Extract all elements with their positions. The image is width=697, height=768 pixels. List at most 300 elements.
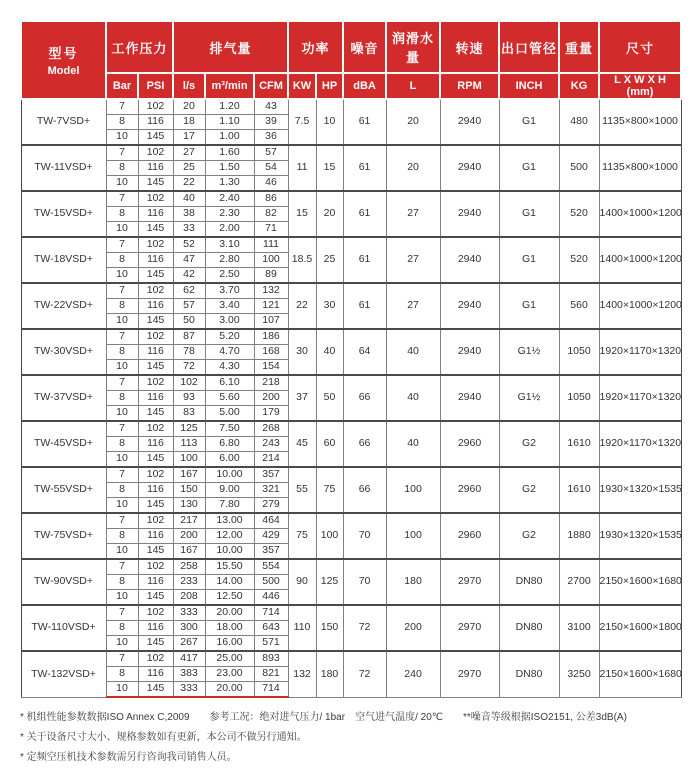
cell-inch: G1½ (499, 329, 559, 375)
cell-kg: 560 (559, 283, 599, 329)
cell-m3min: 2.00 (205, 222, 254, 238)
cell-cfm: 321 (254, 483, 288, 498)
cell-hp: 125 (316, 559, 343, 605)
table-row (21, 283, 681, 299)
cell-cfm: 429 (254, 529, 288, 544)
cell-cfm: 464 (254, 513, 288, 529)
cell-inch: G1 (499, 145, 559, 191)
cell-ls: 42 (173, 268, 205, 284)
cell-kw: 55 (288, 467, 316, 513)
cell-dim: 1930×1320×1535 (599, 467, 681, 513)
cell-cfm: 107 (254, 314, 288, 330)
cell-psi: 145 (138, 406, 173, 422)
cell-ls: 50 (173, 314, 205, 330)
cell-ls: 78 (173, 345, 205, 360)
cell-m3min: 20.00 (205, 605, 254, 621)
cell-bar: 10 (106, 590, 138, 606)
cell-bar: 10 (106, 268, 138, 284)
cell-cfm: 111 (254, 237, 288, 253)
cell-rpm: 2940 (440, 375, 499, 421)
cell-psi: 145 (138, 360, 173, 376)
cell-cfm: 71 (254, 222, 288, 238)
cell-psi: 116 (138, 667, 173, 682)
cell-kw: 30 (288, 329, 316, 375)
header-col-3: m³/min (205, 73, 254, 99)
cell-cfm: 200 (254, 391, 288, 406)
cell-rpm: 2970 (440, 651, 499, 697)
header-group-0: 工作压力 (106, 21, 173, 73)
cell-inch: G1 (499, 237, 559, 283)
header-col-4: CFM (254, 73, 288, 99)
cell-bar: 7 (106, 421, 138, 437)
cell-m3min: 25.00 (205, 651, 254, 667)
cell-cfm: 821 (254, 667, 288, 682)
cell-dim: 1135×800×1000 (599, 99, 681, 145)
cell-bar: 8 (106, 391, 138, 406)
cell-cfm: 446 (254, 590, 288, 606)
cell-kg: 500 (559, 145, 599, 191)
cell-bar: 10 (106, 452, 138, 468)
cell-ls: 217 (173, 513, 205, 529)
cell-rpm: 2940 (440, 145, 499, 191)
table-row (21, 237, 681, 253)
cell-dba: 70 (343, 559, 386, 605)
cell-dba: 61 (343, 237, 386, 283)
cell-m3min: 10.00 (205, 467, 254, 483)
cell-dim: 1920×1170×1320 (599, 375, 681, 421)
cell-bar: 10 (106, 682, 138, 698)
header-group-7: 重量 (559, 21, 599, 73)
table-row (21, 329, 681, 345)
cell-psi: 102 (138, 237, 173, 253)
cell-cfm: 82 (254, 207, 288, 222)
cell-dba: 66 (343, 467, 386, 513)
cell-bar: 10 (106, 222, 138, 238)
cell-psi: 102 (138, 421, 173, 437)
cell-ls: 267 (173, 636, 205, 652)
cell-psi: 102 (138, 283, 173, 299)
cell-bar: 10 (106, 498, 138, 514)
cell-m3min: 5.60 (205, 391, 254, 406)
cell-m3min: 3.40 (205, 299, 254, 314)
cell-cfm: 54 (254, 161, 288, 176)
cell-m3min: 6.00 (205, 452, 254, 468)
cell-ls: 18 (173, 115, 205, 130)
cell-rpm: 2940 (440, 283, 499, 329)
cell-ls: 333 (173, 682, 205, 698)
header-model (21, 21, 106, 99)
cell-ls: 125 (173, 421, 205, 437)
cell-psi: 116 (138, 483, 173, 498)
cell-bar: 10 (106, 360, 138, 376)
cell-dim: 1400×1000×1200 (599, 283, 681, 329)
header-col-12: L X W X H (mm) (599, 73, 681, 99)
cell-cfm: 86 (254, 191, 288, 207)
cell-ls: 200 (173, 529, 205, 544)
cell-rpm: 2960 (440, 421, 499, 467)
header-col-10: INCH (499, 73, 559, 99)
cell-model: TW-30VSD+ (21, 329, 106, 375)
cell-psi: 116 (138, 207, 173, 222)
cell-kw: 11 (288, 145, 316, 191)
cell-m3min: 9.00 (205, 483, 254, 498)
header-col-0: Bar (106, 73, 138, 99)
cell-l: 40 (386, 375, 440, 421)
cell-bar: 10 (106, 176, 138, 192)
cell-ls: 113 (173, 437, 205, 452)
header-col-8: L (386, 73, 440, 99)
cell-psi: 116 (138, 161, 173, 176)
cell-dim: 1400×1000×1200 (599, 237, 681, 283)
cell-l: 200 (386, 605, 440, 651)
cell-ls: 208 (173, 590, 205, 606)
cell-ls: 167 (173, 544, 205, 560)
cell-ls: 57 (173, 299, 205, 314)
cell-rpm: 2960 (440, 467, 499, 513)
cell-ls: 62 (173, 283, 205, 299)
cell-kw: 15 (288, 191, 316, 237)
table-row (21, 467, 681, 483)
cell-m3min: 18.00 (205, 621, 254, 636)
cell-cfm: 279 (254, 498, 288, 514)
cell-psi: 102 (138, 329, 173, 345)
cell-dba: 70 (343, 513, 386, 559)
cell-ls: 72 (173, 360, 205, 376)
header-col-7: dBA (343, 73, 386, 99)
cell-cfm: 154 (254, 360, 288, 376)
cell-bar: 8 (106, 161, 138, 176)
cell-bar: 7 (106, 375, 138, 391)
cell-l: 100 (386, 467, 440, 513)
cell-bar: 7 (106, 283, 138, 299)
cell-model: TW-11VSD+ (21, 145, 106, 191)
cell-m3min: 2.80 (205, 253, 254, 268)
cell-kg: 1880 (559, 513, 599, 559)
header-col-2: l/s (173, 73, 205, 99)
cell-psi: 116 (138, 299, 173, 314)
cell-m3min: 20.00 (205, 682, 254, 698)
cell-l: 20 (386, 145, 440, 191)
cell-hp: 75 (316, 467, 343, 513)
cell-m3min: 23.00 (205, 667, 254, 682)
cell-kg: 2700 (559, 559, 599, 605)
table-row (21, 651, 681, 667)
cell-m3min: 12.50 (205, 590, 254, 606)
cell-hp: 30 (316, 283, 343, 329)
cell-m3min: 1.50 (205, 161, 254, 176)
cell-ls: 233 (173, 575, 205, 590)
cell-dim: 1920×1170×1320 (599, 329, 681, 375)
cell-m3min: 1.10 (205, 115, 254, 130)
cell-l: 180 (386, 559, 440, 605)
cell-psi: 145 (138, 636, 173, 652)
cell-model: TW-75VSD+ (21, 513, 106, 559)
cell-cfm: 268 (254, 421, 288, 437)
cell-psi: 116 (138, 575, 173, 590)
cell-cfm: 186 (254, 329, 288, 345)
cell-dim: 1400×1000×1200 (599, 191, 681, 237)
cell-m3min: 4.70 (205, 345, 254, 360)
cell-cfm: 43 (254, 99, 288, 115)
cell-inch: G2 (499, 467, 559, 513)
cell-bar: 8 (106, 253, 138, 268)
cell-m3min: 6.80 (205, 437, 254, 452)
cell-bar: 8 (106, 437, 138, 452)
cell-psi: 116 (138, 253, 173, 268)
cell-m3min: 10.00 (205, 544, 254, 560)
cell-ls: 93 (173, 391, 205, 406)
header-group-6: 出口管径 (499, 21, 559, 73)
cell-psi: 145 (138, 590, 173, 606)
cell-l: 27 (386, 191, 440, 237)
cell-m3min: 15.50 (205, 559, 254, 575)
cell-model: TW-22VSD+ (21, 283, 106, 329)
cell-bar: 10 (106, 314, 138, 330)
cell-rpm: 2940 (440, 99, 499, 145)
header-col-9: RPM (440, 73, 499, 99)
cell-kg: 1610 (559, 467, 599, 513)
cell-psi: 116 (138, 621, 173, 636)
cell-ls: 22 (173, 176, 205, 192)
cell-dim: 2150×1600×1680 (599, 559, 681, 605)
cell-cfm: 57 (254, 145, 288, 161)
cell-bar: 10 (106, 406, 138, 422)
cell-m3min: 14.00 (205, 575, 254, 590)
cell-psi: 145 (138, 314, 173, 330)
cell-ls: 52 (173, 237, 205, 253)
cell-psi: 102 (138, 651, 173, 667)
cell-cfm: 893 (254, 651, 288, 667)
cell-psi: 116 (138, 345, 173, 360)
cell-model: TW-45VSD+ (21, 421, 106, 467)
cell-m3min: 5.20 (205, 329, 254, 345)
cell-dba: 61 (343, 191, 386, 237)
cell-ls: 87 (173, 329, 205, 345)
cell-rpm: 2970 (440, 605, 499, 651)
cell-m3min: 7.50 (205, 421, 254, 437)
cell-cfm: 243 (254, 437, 288, 452)
cell-kw: 18.5 (288, 237, 316, 283)
cell-dba: 61 (343, 145, 386, 191)
cell-bar: 7 (106, 99, 138, 115)
cell-dim: 1135×800×1000 (599, 145, 681, 191)
cell-ls: 38 (173, 207, 205, 222)
cell-hp: 180 (316, 651, 343, 697)
cell-dim: 2150×1600×1800 (599, 605, 681, 651)
cell-cfm: 46 (254, 176, 288, 192)
cell-cfm: 89 (254, 268, 288, 284)
cell-m3min: 1.00 (205, 130, 254, 146)
cell-kw: 132 (288, 651, 316, 697)
cell-psi: 102 (138, 191, 173, 207)
cell-cfm: 218 (254, 375, 288, 391)
cell-m3min: 5.00 (205, 406, 254, 422)
cell-kw: 45 (288, 421, 316, 467)
header-model-zh: 型号 (48, 46, 79, 61)
cell-hp: 10 (316, 99, 343, 145)
header-col-1: PSI (138, 73, 173, 99)
cell-dba: 72 (343, 605, 386, 651)
cell-hp: 40 (316, 329, 343, 375)
cell-m3min: 1.60 (205, 145, 254, 161)
cell-inch: G1 (499, 191, 559, 237)
cell-inch: DN80 (499, 651, 559, 697)
cell-hp: 25 (316, 237, 343, 283)
cell-psi: 102 (138, 605, 173, 621)
cell-cfm: 39 (254, 115, 288, 130)
cell-cfm: 571 (254, 636, 288, 652)
table-row (21, 145, 681, 161)
cell-model: TW-110VSD+ (21, 605, 106, 651)
cell-cfm: 214 (254, 452, 288, 468)
cell-model: TW-37VSD+ (21, 375, 106, 421)
cell-kg: 520 (559, 237, 599, 283)
cell-kg: 480 (559, 99, 599, 145)
cell-psi: 145 (138, 452, 173, 468)
cell-bar: 8 (106, 667, 138, 682)
cell-psi: 145 (138, 130, 173, 146)
cell-m3min: 3.00 (205, 314, 254, 330)
cell-kg: 3100 (559, 605, 599, 651)
cell-psi: 145 (138, 498, 173, 514)
cell-bar: 8 (106, 529, 138, 544)
cell-bar: 7 (106, 191, 138, 207)
cell-bar: 8 (106, 207, 138, 222)
cell-hp: 20 (316, 191, 343, 237)
cell-m3min: 13.00 (205, 513, 254, 529)
cell-psi: 116 (138, 115, 173, 130)
header-col-6: HP (316, 73, 343, 99)
cell-bar: 7 (106, 329, 138, 345)
header-col-5: KW (288, 73, 316, 99)
cell-kg: 520 (559, 191, 599, 237)
header-group-4: 润滑水量 (386, 21, 440, 73)
cell-kg: 1050 (559, 375, 599, 421)
table-row (21, 375, 681, 391)
cell-hp: 50 (316, 375, 343, 421)
cell-ls: 130 (173, 498, 205, 514)
cell-dim: 1930×1320×1535 (599, 513, 681, 559)
header-group-5: 转速 (440, 21, 499, 73)
cell-m3min: 1.30 (205, 176, 254, 192)
cell-l: 20 (386, 99, 440, 145)
cell-inch: G1 (499, 99, 559, 145)
cell-dba: 64 (343, 329, 386, 375)
table-row (21, 191, 681, 207)
cell-psi: 145 (138, 268, 173, 284)
cell-cfm: 643 (254, 621, 288, 636)
cell-model: TW-132VSD+ (21, 651, 106, 697)
cell-bar: 10 (106, 544, 138, 560)
cell-inch: G2 (499, 513, 559, 559)
cell-kw: 90 (288, 559, 316, 605)
cell-kg: 1610 (559, 421, 599, 467)
cell-psi: 116 (138, 391, 173, 406)
footnote-1: * 机组性能参数数据ISO Annex C,2009 参考工况：绝对进气压力/ 1bar 空气进气温度/ 20℃ **噪音等级根据ISO2151, 公差3dB(A) (20, 712, 627, 723)
cell-psi: 145 (138, 222, 173, 238)
cell-inch: DN80 (499, 605, 559, 651)
table-row (21, 99, 681, 115)
cell-model: TW-18VSD+ (21, 237, 106, 283)
cell-ls: 100 (173, 452, 205, 468)
cell-hp: 15 (316, 145, 343, 191)
cell-m3min: 16.00 (205, 636, 254, 652)
cell-cfm: 121 (254, 299, 288, 314)
cell-cfm: 500 (254, 575, 288, 590)
cell-model: TW-7VSD+ (21, 99, 106, 145)
cell-cfm: 357 (254, 467, 288, 483)
cell-kw: 110 (288, 605, 316, 651)
cell-cfm: 179 (254, 406, 288, 422)
cell-m3min: 6.10 (205, 375, 254, 391)
cell-dba: 72 (343, 651, 386, 697)
header-model-en: Model (47, 65, 80, 77)
cell-dba: 66 (343, 421, 386, 467)
cell-kw: 75 (288, 513, 316, 559)
footnote-3: * 定频空压机技术参数需另行咨询我司销售人员。 (20, 752, 237, 763)
cell-ls: 258 (173, 559, 205, 575)
cell-kg: 3250 (559, 651, 599, 697)
cell-bar: 8 (106, 115, 138, 130)
cell-l: 40 (386, 329, 440, 375)
cell-psi: 145 (138, 682, 173, 698)
cell-cfm: 714 (254, 682, 288, 698)
cell-cfm: 168 (254, 345, 288, 360)
cell-ls: 333 (173, 605, 205, 621)
cell-psi: 102 (138, 99, 173, 115)
cell-bar: 10 (106, 636, 138, 652)
header-group-1: 排气量 (173, 21, 288, 73)
cell-ls: 33 (173, 222, 205, 238)
table-row (21, 559, 681, 575)
header-group-3: 噪音 (343, 21, 386, 73)
cell-psi: 102 (138, 145, 173, 161)
cell-inch: G1 (499, 283, 559, 329)
cell-m3min: 2.40 (205, 191, 254, 207)
cell-l: 27 (386, 283, 440, 329)
cell-bar: 7 (106, 513, 138, 529)
cell-bar: 10 (106, 130, 138, 146)
cell-rpm: 2940 (440, 237, 499, 283)
cell-psi: 116 (138, 529, 173, 544)
cell-m3min: 2.30 (205, 207, 254, 222)
cell-psi: 102 (138, 513, 173, 529)
table-row (21, 605, 681, 621)
cell-ls: 20 (173, 99, 205, 115)
cell-cfm: 714 (254, 605, 288, 621)
cell-kw: 22 (288, 283, 316, 329)
cell-ls: 40 (173, 191, 205, 207)
cell-bar: 7 (106, 651, 138, 667)
cell-bar: 7 (106, 145, 138, 161)
cell-rpm: 2960 (440, 513, 499, 559)
cell-ls: 150 (173, 483, 205, 498)
cell-m3min: 12.00 (205, 529, 254, 544)
cell-model: TW-15VSD+ (21, 191, 106, 237)
cell-rpm: 2940 (440, 329, 499, 375)
cell-ls: 25 (173, 161, 205, 176)
cell-dba: 66 (343, 375, 386, 421)
cell-bar: 7 (106, 559, 138, 575)
cell-ls: 27 (173, 145, 205, 161)
cell-dba: 61 (343, 99, 386, 145)
cell-ls: 167 (173, 467, 205, 483)
cell-cfm: 132 (254, 283, 288, 299)
cell-l: 100 (386, 513, 440, 559)
cell-inch: G1½ (499, 375, 559, 421)
cell-kg: 1050 (559, 329, 599, 375)
cell-model: TW-90VSD+ (21, 559, 106, 605)
